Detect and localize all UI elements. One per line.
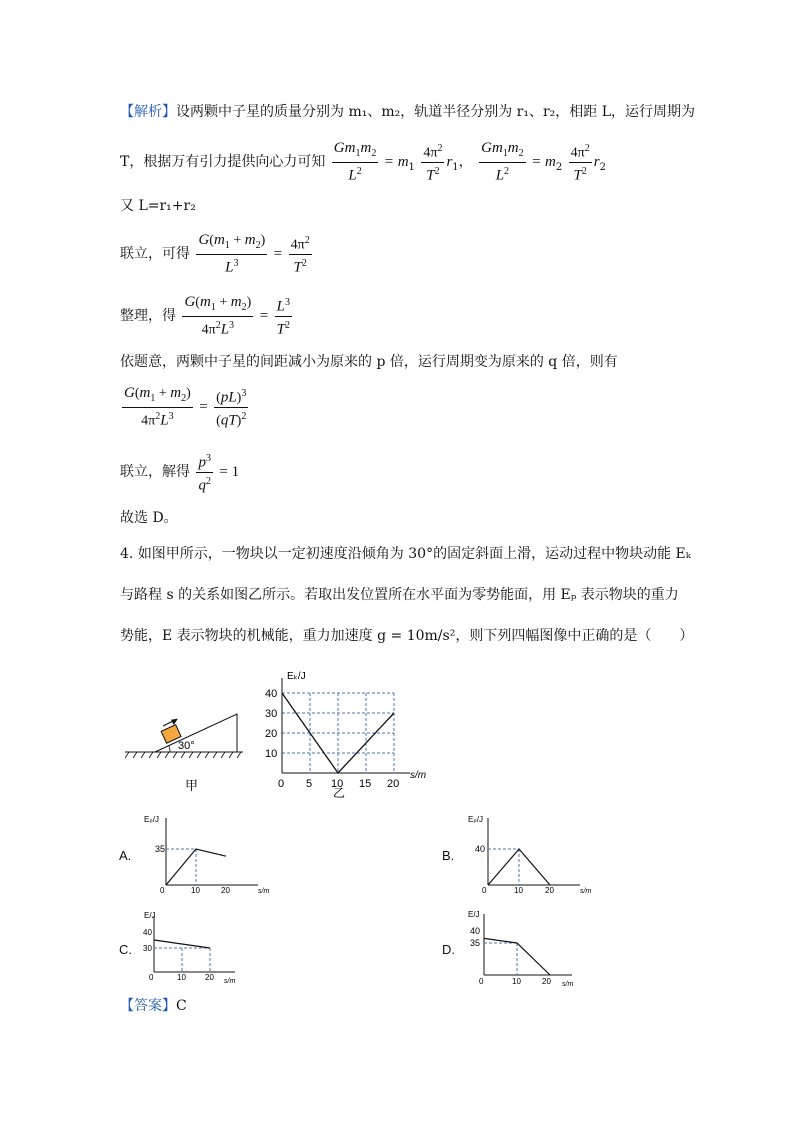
option-d-label[interactable]: D. (442, 942, 455, 957)
analysis-line-1 (120, 102, 695, 122)
answer-label: 【答案】 (120, 998, 176, 1014)
d-xtick-20: 20 (542, 977, 551, 986)
analysis-line-6: 依题意，两颗中子星的间距减小为原来的 p 倍，运行周期变为原来的 q 倍，则有 (120, 354, 618, 370)
formula-rearranged: $\frac{G(m_1 + m_2)}{4\pi^2L^3}$ (184, 294, 252, 338)
yi-caption: 乙 (333, 786, 346, 798)
question-number: 4. (120, 546, 134, 562)
option-d-chart[interactable] (462, 906, 602, 990)
analysis-label: 【解析】 (120, 104, 176, 120)
angle-label: 30° (178, 740, 195, 752)
b-xtick-0: 0 (482, 886, 487, 895)
figure-yi-chart (260, 668, 430, 798)
option-c-chart[interactable] (140, 908, 280, 988)
d-ytick-40: 40 (470, 926, 481, 936)
analysis-text-2: T，根据万有引力提供向心力可知 (120, 154, 326, 171)
analysis-line-3: 又 L=r₁+r₂ (120, 198, 196, 214)
analysis-text-1: 设两颗中子星的质量分别为 m₁、m₂，轨道半径分别为 r₁、r₂，相距 L，运行周期为 (176, 104, 696, 120)
formula-scaled-rhs: $\frac{(pL)^3}{(qT)^2}$ (214, 385, 248, 429)
answer-value: C (176, 998, 187, 1014)
analysis-line-4: 联立，可得 $\frac{G(m_1 + m_2)}{L^3}$ = $\frac{4\pi^2}{T^2}$ (120, 232, 310, 276)
formula-centripetal-1: $\frac{4\pi^2}{T^2}$ (421, 140, 444, 184)
analysis-line-7: $\frac{G(m_1 + m_2)}{4\pi^2L^3}$ = $\frac{(pL)^3}{(qT)^2}$ (124, 384, 247, 429)
option-c-label[interactable]: C. (119, 942, 132, 957)
c-xtick-20: 20 (205, 973, 214, 982)
yi-ytick-10: 10 (265, 748, 278, 760)
a-ylabel: Eₚ/J (144, 815, 159, 824)
analysis-text-8: 联立，解得 (120, 464, 190, 481)
ground-hatch (125, 752, 241, 758)
formula-rearranged-rhs: $\frac{L^3}{T^2}$ (275, 294, 292, 338)
formula-gravity-1: $\frac{Gm_1m_2}{L^2}$ (333, 140, 377, 184)
yi-grid (282, 693, 394, 773)
a-xtick-10: 10 (191, 886, 200, 895)
c-xtick-0: 0 (149, 973, 154, 982)
a-xtick-0: 0 (160, 886, 165, 895)
c-ytick-40: 40 (143, 928, 152, 937)
figure-jia-caption: 甲 (185, 778, 199, 793)
question-line-3: 势能，E 表示物块的机械能，重力加速度 g = 10m/s²，则下列四幅图像中正确的是（ ） (120, 628, 694, 644)
analysis-text-4: 联立，可得 (120, 246, 190, 263)
formula-result: $\frac{p^3}{q^2}$ (196, 450, 213, 494)
formula-gravity-2: $\frac{Gm_1m_2}{L^2}$ (481, 140, 524, 184)
b-xtick-10: 10 (514, 886, 523, 895)
b-ytick: 40 (475, 844, 486, 854)
figure-jia-incline (125, 700, 255, 800)
yi-ytick-30: 30 (265, 708, 278, 720)
yi-xlabel: s/m (410, 770, 427, 781)
question-line-1 (120, 544, 691, 564)
b-xtick-20: 20 (545, 886, 554, 895)
d-ytick-35: 35 (470, 938, 481, 948)
answer-line (120, 996, 187, 1016)
yi-ylabel: Eₖ/J (287, 671, 306, 682)
yi-xtick-0: 0 (278, 778, 285, 790)
formula-scaled: $\frac{G(m_1 + m_2)}{4\pi^2L^3}$ (124, 384, 191, 429)
d-ylabel: E/J (468, 910, 480, 919)
a-xlabel: s/m (258, 888, 270, 895)
option-b-chart[interactable] (460, 812, 600, 897)
yi-xtick-10: 10 (331, 778, 344, 790)
analysis-text-5: 整理，得 (120, 308, 176, 325)
analysis-line-5: 整理，得 $\frac{G(m_1 + m_2)}{4\pi^2L^3}$ = $\frac{L^3}{T^2}$ (120, 294, 290, 338)
yi-ytick-20: 20 (265, 728, 278, 740)
formula-centripetal-2: $\frac{4\pi^2}{T^2}$ (569, 140, 592, 184)
analysis-conclusion: 故选 D。 (120, 510, 178, 526)
b-xlabel: s/m (580, 888, 592, 895)
question-line-2: 与路程 s 的关系如图乙所示。若取出发位置所在水平面为零势能面，用 Eₚ 表示物块的重力 (120, 587, 679, 603)
analysis-line-2: T，根据万有引力提供向心力可知 $\frac{Gm_1m_2}{L^2}$ = $m_1$ $\frac{4\pi^2}{T^2}$ $r_1$， $\frac{Gm_1m_2}{L^2}$ = $m_2$ $\frac{4\pi^2}{T^2}$ $r_2$ (120, 140, 606, 184)
question-text-1: 如图甲所示，一物块以一定初速度沿倾角为 30°的固定斜面上滑，运动过程中物块动能 Eₖ (137, 546, 691, 562)
option-a-label[interactable]: A. (119, 848, 132, 863)
a-ytick: 35 (155, 844, 166, 854)
formula-combined-rhs: $\frac{4\pi^2}{T^2}$ (289, 232, 312, 276)
c-ylabel: E/J (144, 911, 156, 920)
option-a-chart[interactable] (140, 812, 280, 897)
a-xtick-20: 20 (221, 886, 230, 895)
d-xlabel: s/m (562, 981, 574, 988)
yi-xtick-15: 15 (359, 778, 372, 790)
angle-arc (169, 746, 170, 752)
formula-combined: $\frac{G(m_1 + m_2)}{L^3}$ (198, 232, 266, 276)
yi-xtick-20: 20 (387, 778, 400, 790)
d-xtick-0: 0 (479, 977, 484, 986)
c-ytick-30: 30 (143, 944, 152, 953)
b-ylabel: Eₚ/J (468, 815, 483, 824)
c-xlabel: s/m (224, 978, 236, 985)
c-xtick-10: 10 (177, 973, 186, 982)
c-series-line (154, 940, 210, 948)
d-xtick-10: 10 (512, 977, 521, 986)
option-b-label[interactable]: B. (442, 848, 455, 863)
yi-xtick-5: 5 (306, 778, 313, 790)
yi-ytick-40: 40 (265, 688, 278, 700)
arrow-head (171, 719, 178, 725)
analysis-line-8: 联立，解得 $\frac{p^3}{q^2}$ = 1 (120, 450, 239, 494)
